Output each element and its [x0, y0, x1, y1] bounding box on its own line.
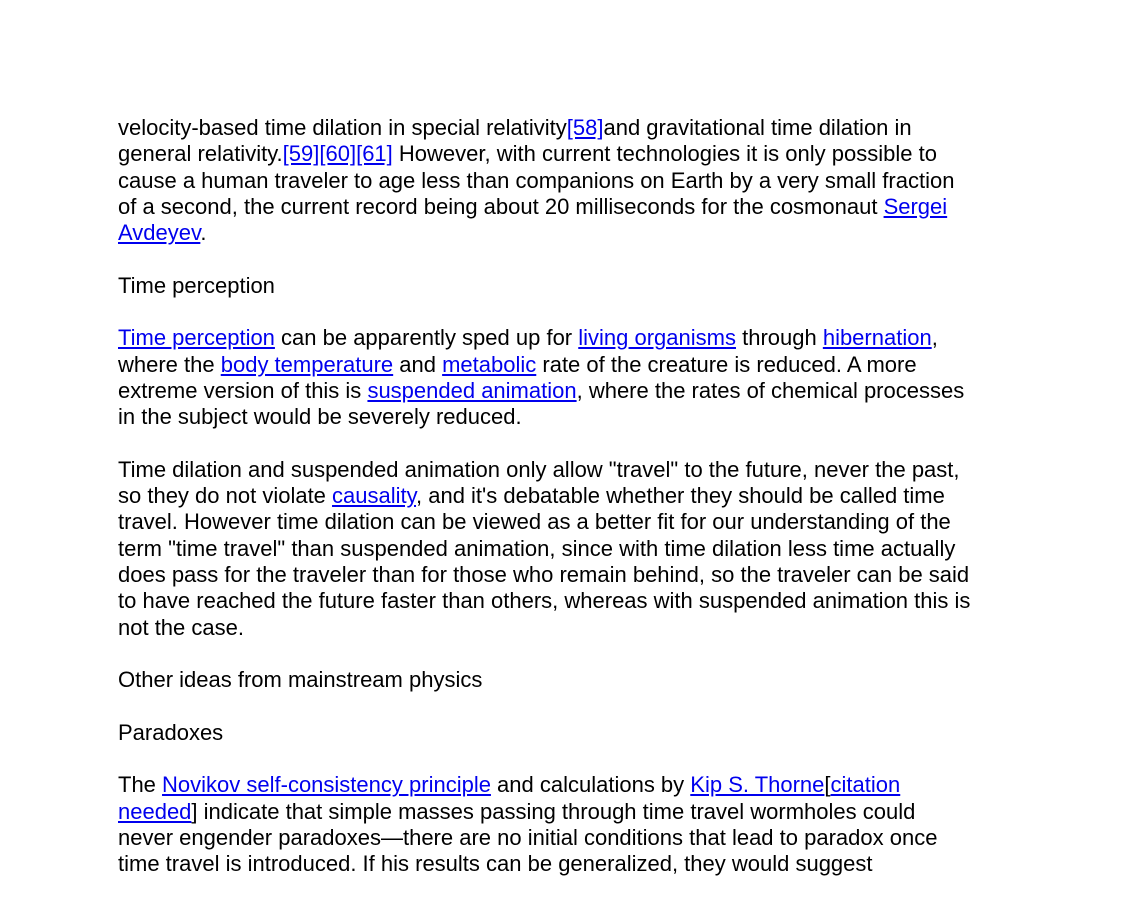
paragraph-time-perception — [118, 325, 1018, 430]
text-line: cause a human traveler to age less than companions on Earth by a very small fraction — [118, 167, 955, 193]
suspended-animation-link[interactable]: suspended animation — [367, 377, 577, 403]
text-line: Time perception can be apparently sped up for living organisms through hibernation, — [118, 325, 938, 351]
text-line: needed] indicate that simple masses passing through time travel wormholes could — [118, 798, 916, 824]
text-line: not the case. — [118, 614, 244, 640]
metabolic-link[interactable]: metabolic — [442, 351, 537, 377]
text-line: where the body temperature and metabolic rate of the creature is reduced. A more — [118, 351, 917, 377]
section-heading-time-perception: Time perception — [118, 272, 275, 298]
sergei-avdeyev-link[interactable]: Avdeyev — [118, 220, 201, 246]
text-line: extreme version of this is suspended animation, where the rates of chemical processes — [118, 377, 965, 403]
text-line: travel. However time dilation can be viewed as a better fit for our understanding of the — [118, 509, 951, 535]
paragraph-dilation-vs-suspension — [118, 457, 1018, 641]
living-organisms-link[interactable]: living organisms — [578, 325, 736, 351]
document-page — [118, 115, 1018, 904]
citation-59-link[interactable]: [59] — [282, 141, 320, 167]
text-line: time travel is introduced. If his results can be generalized, they would suggest — [118, 851, 873, 877]
sergei-avdeyev-link[interactable]: Sergei — [883, 193, 948, 219]
citation-needed-link[interactable]: citation — [830, 772, 901, 798]
text-line: never engender paradoxes—there are no initial conditions that lead to paradox once — [118, 825, 938, 851]
text-line: of a second, the current record being about 20 milliseconds for the cosmonaut Sergei — [118, 193, 948, 219]
text-line: to have reached the future faster than others, whereas with suspended animation this is — [118, 588, 971, 614]
hibernation-link[interactable]: hibernation — [822, 325, 932, 351]
section-heading-paradoxes: Paradoxes — [118, 719, 224, 745]
citation-60-link[interactable]: [60] — [319, 141, 357, 167]
body-temperature-link[interactable]: body temperature — [220, 351, 394, 377]
time-perception-link[interactable]: Time perception — [118, 325, 275, 351]
text-line: does pass for the traveler than for those who remain behind, so the traveler can be said — [118, 562, 970, 588]
text-line: The Novikov self-consistency principle and calculations by Kip S. Thorne[citation — [118, 772, 901, 798]
text-line: so they do not violate causality, and it's debatable whether they should be called time — [118, 483, 945, 509]
text-line: Time dilation and suspended animation only allow "travel" to the future, never the past, — [118, 456, 960, 482]
text-line: Avdeyev. — [118, 220, 207, 246]
kip-thorne-link[interactable]: Kip S. Thorne — [690, 772, 825, 798]
text-line: term "time travel" than suspended animation, since with time dilation less time actually — [118, 535, 956, 561]
citation-58-link[interactable]: [58] — [566, 115, 604, 140]
causality-link[interactable]: causality — [332, 483, 416, 509]
paragraph-novikov — [118, 772, 1018, 877]
citation-61-link[interactable]: [61] — [356, 141, 393, 167]
section-heading-other-ideas: Other ideas from mainstream physics — [118, 667, 483, 693]
novikov-principle-link[interactable]: Novikov self-consistency principle — [162, 772, 491, 798]
text-line: in the subject would be severely reduced. — [118, 404, 522, 430]
paragraph-time-dilation — [118, 115, 1018, 246]
citation-needed-link[interactable]: needed — [118, 798, 192, 824]
text-line: general relativity.[59][60][61] However, with current technologies it is only possible to — [118, 141, 937, 167]
text-line: velocity-based time dilation in special relativity[58]and gravitational time dilation in — [118, 115, 912, 140]
